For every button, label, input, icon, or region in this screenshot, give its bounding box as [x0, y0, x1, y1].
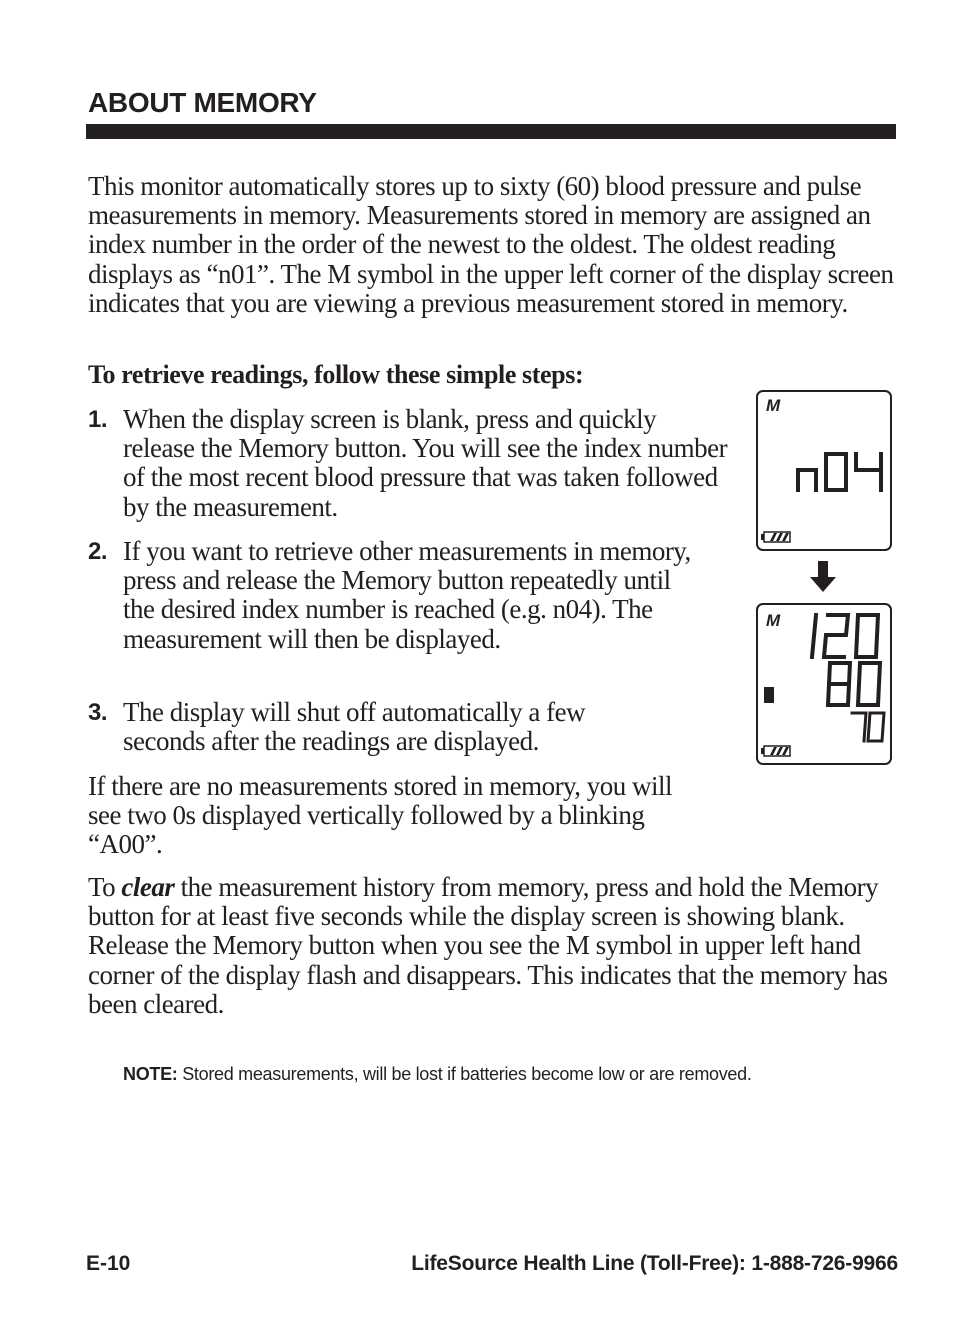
- step-number: 1.: [88, 406, 108, 433]
- lcd-index-screen: [756, 390, 892, 551]
- segment-zero: [826, 454, 846, 490]
- step-number: 3.: [88, 699, 108, 726]
- empty-memory-paragraph: If there are no measurements stored in memory, you will see two 0s displayed vertically followed by a blinking “A00”.: [88, 771, 673, 860]
- down-arrow-icon: [809, 561, 837, 593]
- battery-icon: [761, 532, 790, 542]
- indicator-block: [764, 687, 774, 703]
- note: [123, 1062, 752, 1086]
- memory-m-symbol: M: [766, 396, 781, 415]
- helpline: LifeSource Health Line (Toll-Free): 1-888-726-9966: [411, 1252, 898, 1275]
- clear-emphasis: clear: [121, 872, 175, 902]
- intro-paragraph: This monitor automatically stores up to sixty (60) blood pressure and pulse measurements in memory. Measurements stored in memory are assigned an index number in the order of the newest to the oldest. The oldest reading displays as “n01”. The M symbol in the upper left corner of the display screen indicates that you are viewing a previous measurement stored in memory.: [88, 171, 894, 318]
- step-2: [88, 537, 698, 654]
- systolic-digits: [812, 615, 878, 657]
- page-number: E-10: [86, 1252, 131, 1275]
- heading-rule: [86, 124, 896, 139]
- lcd-reading-screen: [756, 603, 892, 765]
- clear-prefix: To: [88, 872, 122, 902]
- note-text: Stored measurements, will be lost if batteries become low or are removed.: [177, 1064, 752, 1084]
- step-text: When the display screen is blank, press and quickly release the Memory button. You will see the index number of the most recent blood pressure that was taken followed by the measurement.: [123, 404, 728, 522]
- step-1: [88, 405, 728, 522]
- pulse-digits: [852, 713, 884, 741]
- segment-n: [798, 470, 816, 490]
- step-3: [88, 698, 668, 756]
- clear-memory-paragraph: [88, 873, 888, 1019]
- step-number: 2.: [88, 538, 108, 565]
- note-label: NOTE:: [123, 1064, 178, 1084]
- clear-rest: the measurement history from memory, press and hold the Memory button for at least five seconds while the display screen is showing blank. Release the Memory button when you see the M symbol in upper left hand corner of the display flash and disappears. This indicates that the memory has been cleared.: [88, 872, 888, 1019]
- steps-heading: To retrieve readings, follow these simple steps:: [88, 360, 584, 389]
- diastolic-digits: [828, 663, 880, 705]
- step-text: If you want to retrieve other measurements in memory, press and release the Memory button repeatedly until the desired index number is reached (e.g. n04). The measurement will then be displayed.: [123, 536, 691, 654]
- battery-icon: [761, 746, 790, 756]
- memory-m-symbol: M: [766, 611, 781, 630]
- step-text: The display will shut off automatically a few seconds after the readings are displayed.: [123, 697, 586, 757]
- segment-four: [856, 454, 881, 490]
- page-heading: ABOUT MEMORY: [88, 87, 317, 118]
